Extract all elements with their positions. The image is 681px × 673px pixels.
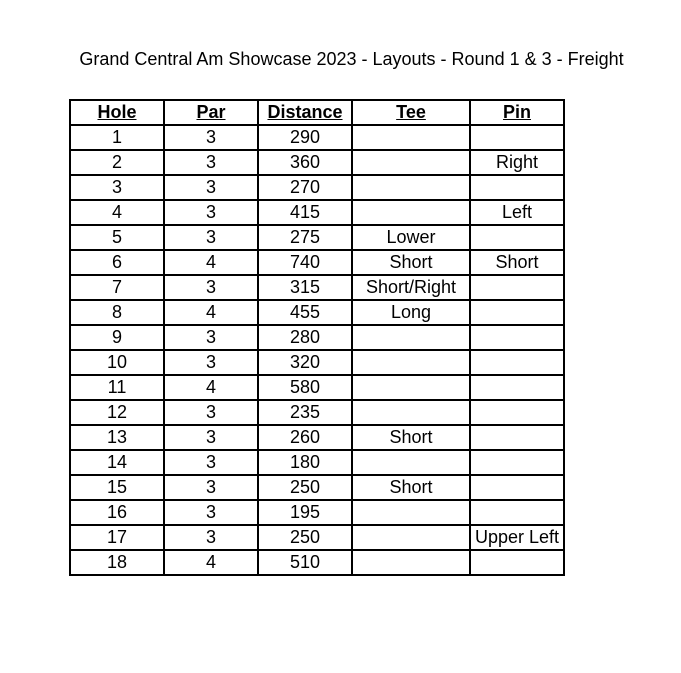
cell-pin <box>470 400 564 425</box>
cell-hole: 2 <box>70 150 164 175</box>
cell-distance: 275 <box>258 225 352 250</box>
column-header-pin: Pin <box>470 100 564 125</box>
cell-par: 3 <box>164 200 258 225</box>
cell-distance: 510 <box>258 550 352 575</box>
cell-tee: Short <box>352 425 470 450</box>
cell-tee: Short <box>352 250 470 275</box>
cell-pin <box>470 475 564 500</box>
cell-pin: Upper Left <box>470 525 564 550</box>
cell-par: 3 <box>164 325 258 350</box>
cell-tee <box>352 375 470 400</box>
cell-distance: 455 <box>258 300 352 325</box>
cell-distance: 360 <box>258 150 352 175</box>
cell-tee <box>352 400 470 425</box>
cell-par: 3 <box>164 425 258 450</box>
cell-tee <box>352 125 470 150</box>
table-row <box>70 500 564 525</box>
cell-distance: 580 <box>258 375 352 400</box>
cell-pin <box>470 325 564 350</box>
table-row <box>70 275 564 300</box>
cell-par: 3 <box>164 500 258 525</box>
cell-hole: 9 <box>70 325 164 350</box>
cell-hole: 14 <box>70 450 164 475</box>
page-title: Grand Central Am Showcase 2023 - Layouts - Round 1 & 3 - Freight <box>79 49 624 69</box>
cell-pin <box>470 450 564 475</box>
table-row <box>70 475 564 500</box>
table-row <box>70 525 564 550</box>
cell-par: 4 <box>164 300 258 325</box>
table-row <box>70 225 564 250</box>
cell-par: 3 <box>164 150 258 175</box>
table-row <box>70 450 564 475</box>
cell-hole: 13 <box>70 425 164 450</box>
table-row <box>70 400 564 425</box>
cell-par: 3 <box>164 450 258 475</box>
cell-tee <box>352 450 470 475</box>
cell-par: 3 <box>164 275 258 300</box>
cell-par: 3 <box>164 350 258 375</box>
table-row <box>70 375 564 400</box>
cell-pin: Right <box>470 150 564 175</box>
cell-pin <box>470 225 564 250</box>
cell-hole: 1 <box>70 125 164 150</box>
table-row <box>70 550 564 575</box>
cell-hole: 8 <box>70 300 164 325</box>
cell-par: 4 <box>164 375 258 400</box>
cell-distance: 270 <box>258 175 352 200</box>
cell-hole: 7 <box>70 275 164 300</box>
column-header-distance: Distance <box>258 100 352 125</box>
cell-pin <box>470 350 564 375</box>
table-row <box>70 150 564 175</box>
cell-par: 3 <box>164 175 258 200</box>
cell-pin <box>470 550 564 575</box>
cell-distance: 235 <box>258 400 352 425</box>
cell-pin <box>470 125 564 150</box>
cell-tee <box>352 325 470 350</box>
column-header-par: Par <box>164 100 258 125</box>
cell-distance: 290 <box>258 125 352 150</box>
header-row <box>70 100 564 125</box>
table-row <box>70 300 564 325</box>
cell-par: 4 <box>164 550 258 575</box>
cell-tee <box>352 550 470 575</box>
cell-pin <box>470 275 564 300</box>
cell-tee: Long <box>352 300 470 325</box>
cell-hole: 11 <box>70 375 164 400</box>
cell-tee <box>352 150 470 175</box>
layout-table <box>69 99 565 576</box>
cell-distance: 740 <box>258 250 352 275</box>
cell-pin: Short <box>470 250 564 275</box>
cell-pin: Left <box>470 200 564 225</box>
cell-tee: Lower <box>352 225 470 250</box>
cell-distance: 180 <box>258 450 352 475</box>
cell-tee: Short <box>352 475 470 500</box>
cell-hole: 12 <box>70 400 164 425</box>
table-row <box>70 125 564 150</box>
table-row <box>70 350 564 375</box>
cell-hole: 5 <box>70 225 164 250</box>
cell-par: 3 <box>164 400 258 425</box>
cell-distance: 320 <box>258 350 352 375</box>
cell-hole: 18 <box>70 550 164 575</box>
cell-hole: 17 <box>70 525 164 550</box>
cell-tee <box>352 500 470 525</box>
table-row <box>70 250 564 275</box>
table-row <box>70 200 564 225</box>
table-row <box>70 425 564 450</box>
cell-hole: 15 <box>70 475 164 500</box>
cell-pin <box>470 425 564 450</box>
cell-tee <box>352 175 470 200</box>
cell-tee: Short/Right <box>352 275 470 300</box>
cell-hole: 16 <box>70 500 164 525</box>
cell-pin <box>470 175 564 200</box>
cell-par: 4 <box>164 250 258 275</box>
column-header-hole: Hole <box>70 100 164 125</box>
cell-pin <box>470 500 564 525</box>
cell-distance: 315 <box>258 275 352 300</box>
cell-pin <box>470 300 564 325</box>
cell-hole: 10 <box>70 350 164 375</box>
cell-distance: 250 <box>258 525 352 550</box>
cell-par: 3 <box>164 125 258 150</box>
cell-hole: 6 <box>70 250 164 275</box>
cell-distance: 280 <box>258 325 352 350</box>
cell-tee <box>352 525 470 550</box>
cell-hole: 4 <box>70 200 164 225</box>
cell-par: 3 <box>164 525 258 550</box>
cell-tee <box>352 350 470 375</box>
cell-par: 3 <box>164 475 258 500</box>
cell-distance: 195 <box>258 500 352 525</box>
cell-hole: 3 <box>70 175 164 200</box>
cell-distance: 260 <box>258 425 352 450</box>
cell-tee <box>352 200 470 225</box>
cell-pin <box>470 375 564 400</box>
table-row <box>70 325 564 350</box>
column-header-tee: Tee <box>352 100 470 125</box>
table-row <box>70 175 564 200</box>
cell-par: 3 <box>164 225 258 250</box>
cell-distance: 415 <box>258 200 352 225</box>
cell-distance: 250 <box>258 475 352 500</box>
